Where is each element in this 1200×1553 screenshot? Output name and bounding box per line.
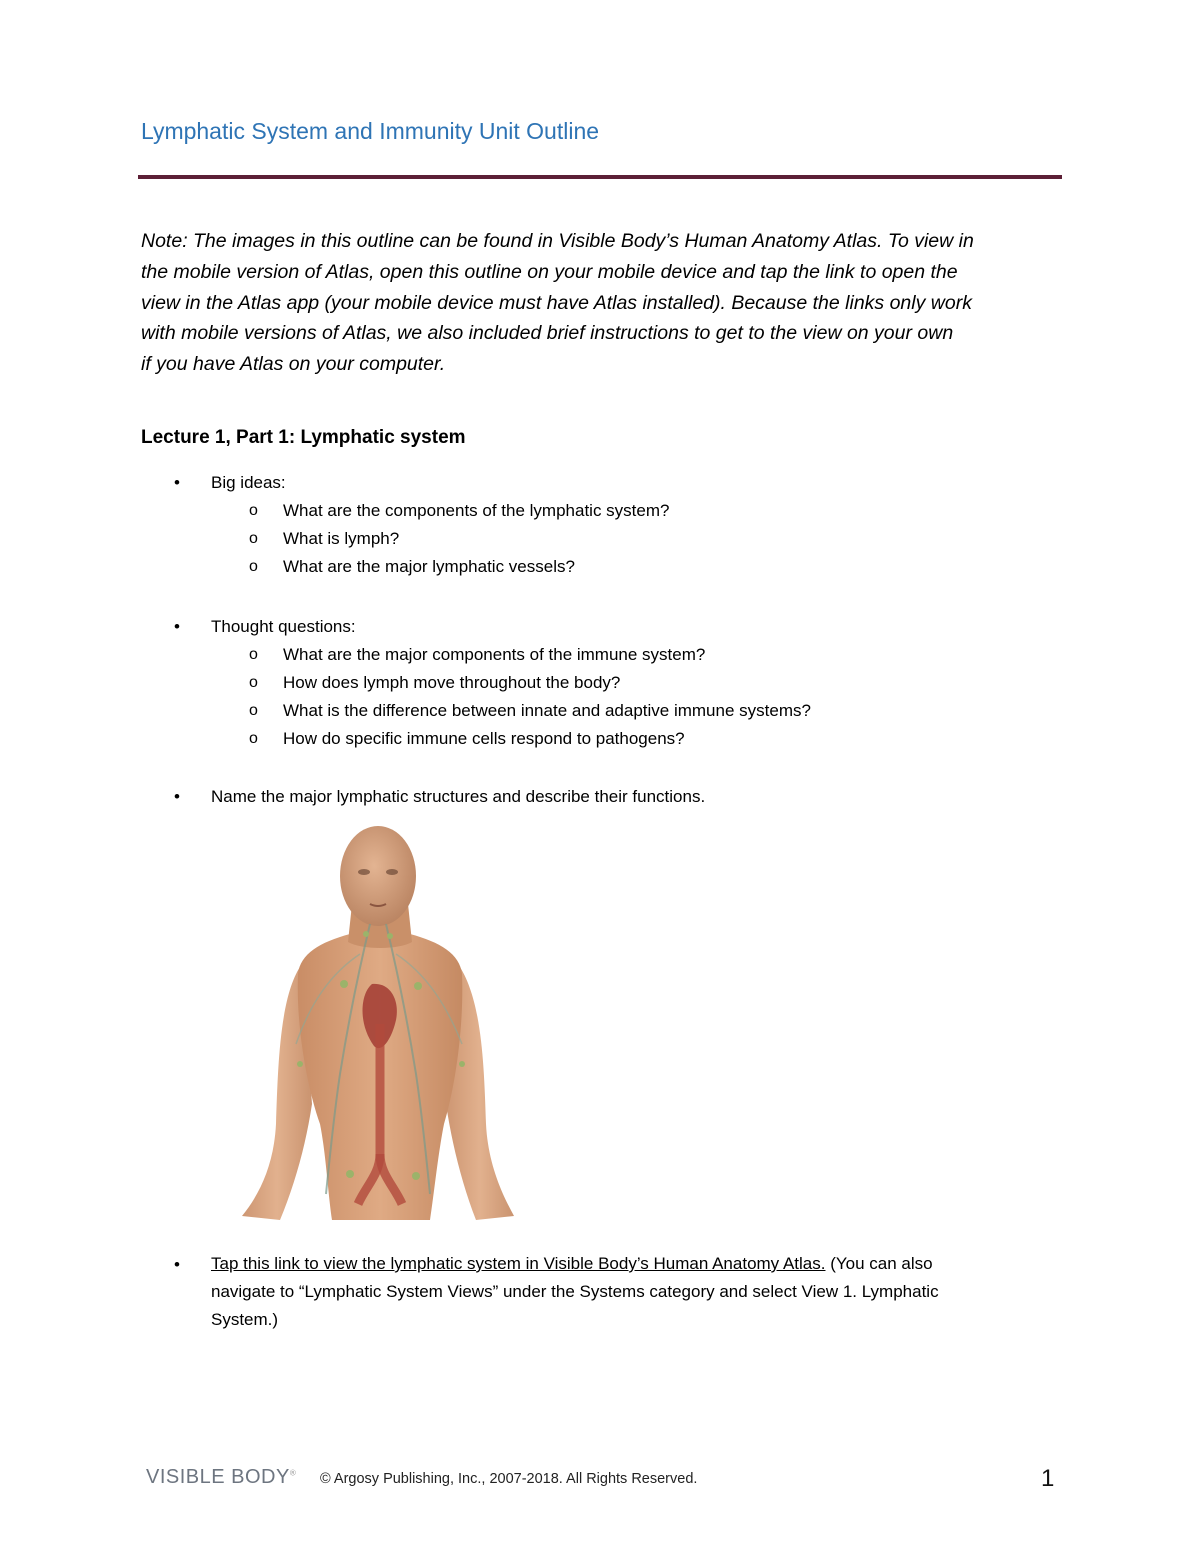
list-item: What is lymph? bbox=[283, 529, 400, 548]
list-item: What are the major components of the immune system? bbox=[283, 645, 706, 664]
list-item: What is the difference between innate and adaptive immune systems? bbox=[283, 701, 811, 720]
list-item: How do specific immune cells respond to pathogens? bbox=[283, 729, 685, 748]
intro-note bbox=[141, 226, 1071, 380]
logo-mark: ® bbox=[289, 1468, 297, 1478]
sub-bullet-icon: o bbox=[249, 702, 258, 719]
page-number: 1 bbox=[1041, 1465, 1055, 1492]
logo-text: VISIBLE BODY bbox=[146, 1466, 290, 1488]
bullet-icon: • bbox=[174, 1255, 180, 1274]
thought-questions-label: Thought questions: bbox=[211, 617, 356, 636]
atlas-link[interactable]: Tap this link to view the lymphatic system in Visible Body’s Human Anatomy Atlas. bbox=[211, 1254, 826, 1273]
sub-bullet-icon: o bbox=[249, 730, 258, 747]
list-item: How does lymph move throughout the body? bbox=[283, 673, 621, 692]
sub-bullet-icon: o bbox=[249, 646, 258, 663]
visible-body-logo bbox=[146, 1466, 296, 1489]
structures-bullet-text: Name the major lymphatic structures and describe their functions. bbox=[211, 787, 706, 806]
note-line: with mobile versions of Atlas, we also included brief instructions to get to the view on your own bbox=[141, 322, 954, 345]
bullet-icon: • bbox=[174, 787, 180, 806]
title-rule bbox=[138, 175, 1062, 179]
big-ideas-label: Big ideas: bbox=[211, 473, 286, 492]
human-torso-lymphatic-illustration bbox=[240, 824, 515, 1220]
note-line: if you have Atlas on your computer. bbox=[141, 353, 446, 376]
copyright-text: © Argosy Publishing, Inc., 2007-2018. All Rights Reserved. bbox=[320, 1471, 698, 1487]
link-bullet-line-2: navigate to “Lymphatic System Views” under the Systems category and select View 1. Lymphatic bbox=[211, 1282, 939, 1301]
link-bullet-line-3: System.) bbox=[211, 1310, 279, 1329]
list-item: What are the components of the lymphatic system? bbox=[283, 501, 670, 520]
bullet-icon: • bbox=[174, 473, 180, 492]
note-line: Note: The images in this outline can be found in Visible Body’s Human Anatomy Atlas. To view in bbox=[141, 230, 974, 252]
sub-bullet-icon: o bbox=[249, 530, 258, 547]
note-line: view in the Atlas app (your mobile device must have Atlas installed). Because the links only work bbox=[141, 291, 972, 314]
list-item: What are the major lymphatic vessels? bbox=[283, 557, 575, 576]
link-bullet-line-1 bbox=[211, 1254, 933, 1274]
note-line: the mobile version of Atlas, open this outline on your mobile device and tap the link to open the bbox=[141, 260, 958, 283]
document-title: Lymphatic System and Immunity Unit Outline bbox=[141, 118, 600, 144]
section-heading: Lecture 1, Part 1: Lymphatic system bbox=[141, 427, 466, 448]
link-bullet-rest: (You can also bbox=[825, 1254, 933, 1273]
sub-bullet-icon: o bbox=[249, 502, 258, 519]
bullet-icon: • bbox=[174, 617, 180, 636]
sub-bullet-icon: o bbox=[249, 674, 258, 691]
sub-bullet-icon: o bbox=[249, 558, 258, 575]
